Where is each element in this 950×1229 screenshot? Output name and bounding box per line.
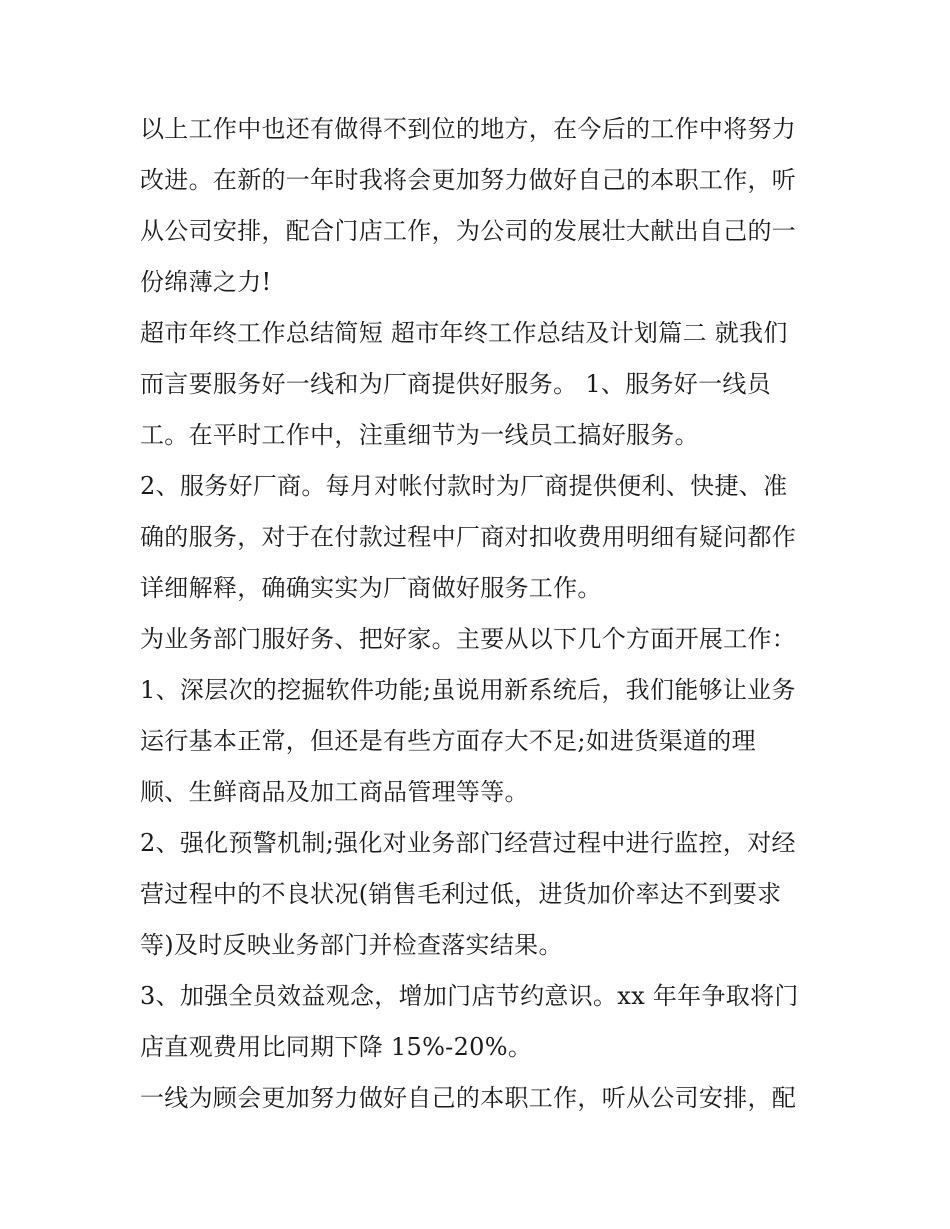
text-line: 运行基本正常，但还是有些方面存大不足;如进货渠道的理	[140, 727, 756, 755]
text-line: 确的服务，对于在付款过程中厂商对扣收费用明细有疑问都作	[140, 523, 797, 551]
text-line: 改进。在新的一年时我将会更加努力做好自己的本职工作，听	[140, 166, 797, 194]
text-line: 工。在平时工作中，注重细节为一线员工搞好服务。	[140, 421, 699, 449]
text-line: 2、服务好厂商。每月对帐付款时为厂商提供便利、快捷、准	[140, 472, 788, 500]
text-line: 2、强化预警机制;强化对业务部门经营过程中进行监控，对经	[140, 829, 796, 857]
text-line: 以上工作中也还有做得不到位的地方，在今后的工作中将努力	[140, 115, 797, 143]
text-line: 1、深层次的挖掘软件功能;虽说用新系统后，我们能够让业务	[140, 676, 796, 704]
text-line: 超市年终工作总结简短 超市年终工作总结及计划篇二 就我们	[140, 319, 788, 347]
text-line: 顺、生鲜商品及加工商品管理等等。	[140, 778, 529, 806]
text-line: 3、加强全员效益观念，增加门店节约意识。xx 年年争取将门	[140, 982, 799, 1010]
text-line: 等)及时反映业务部门并检查落实结果。	[140, 931, 563, 959]
text-line: 为业务部门服好务、把好家。主要从以下几个方面开展工作：	[140, 625, 797, 653]
text-line: 营过程中的不良状况(销售毛利过低，进货加价率达不到要求	[140, 880, 782, 908]
document-body	[140, 104, 820, 1124]
text-line: 份绵薄之力!	[140, 268, 272, 296]
text-line: 而言要服务好一线和为厂商提供好服务。 1、服务好一线员	[140, 370, 771, 398]
text-line: 店直观费用比同期下降 15%-20%。	[140, 1033, 533, 1061]
text-line: 详细解释，确确实实为厂商做好服务工作。	[140, 574, 602, 602]
text-line: 一线为顾会更加努力做好自己的本职工作，听从公司安排，配	[140, 1084, 797, 1112]
text-line: 从公司安排，配合门店工作，为公司的发展壮大献出自己的一	[140, 217, 797, 245]
